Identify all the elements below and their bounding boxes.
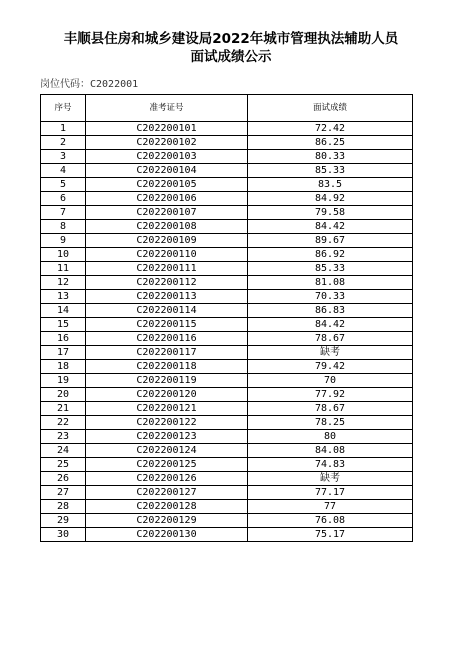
cell-score: 85.33 xyxy=(248,262,413,276)
table-body xyxy=(41,122,413,542)
cell-index: 15 xyxy=(41,318,86,332)
table-row xyxy=(41,304,413,318)
cell-ticket-number: C202200110 xyxy=(86,248,248,262)
table-row xyxy=(41,458,413,472)
cell-index: 21 xyxy=(41,402,86,416)
cell-score: 77.17 xyxy=(248,486,413,500)
cell-ticket-number: C202200107 xyxy=(86,206,248,220)
table-row xyxy=(41,150,413,164)
cell-index: 8 xyxy=(41,220,86,234)
cell-index: 22 xyxy=(41,416,86,430)
cell-index: 20 xyxy=(41,388,86,402)
cell-index: 23 xyxy=(41,430,86,444)
cell-ticket-number: C202200101 xyxy=(86,122,248,136)
cell-score: 85.33 xyxy=(248,164,413,178)
table-row xyxy=(41,318,413,332)
cell-ticket-number: C202200127 xyxy=(86,486,248,500)
cell-index: 7 xyxy=(41,206,86,220)
cell-ticket-number: C202200109 xyxy=(86,234,248,248)
cell-index: 18 xyxy=(41,360,86,374)
title-line-1: 丰顺县住房和城乡建设局2022年城市管理执法辅助人员 xyxy=(63,31,399,47)
cell-index: 10 xyxy=(41,248,86,262)
cell-index: 4 xyxy=(41,164,86,178)
cell-ticket-number: C202200112 xyxy=(86,276,248,290)
cell-score: 84.92 xyxy=(248,192,413,206)
cell-score: 86.92 xyxy=(248,248,413,262)
table-row xyxy=(41,402,413,416)
cell-ticket-number: C202200128 xyxy=(86,500,248,514)
cell-index: 19 xyxy=(41,374,86,388)
cell-index: 27 xyxy=(41,486,86,500)
cell-ticket-number: C202200121 xyxy=(86,402,248,416)
cell-index: 12 xyxy=(41,276,86,290)
table-row xyxy=(41,276,413,290)
table-row xyxy=(41,220,413,234)
cell-score: 77.92 xyxy=(248,388,413,402)
cell-index: 29 xyxy=(41,514,86,528)
cell-ticket-number: C202200129 xyxy=(86,514,248,528)
table-row xyxy=(41,234,413,248)
table-row xyxy=(41,430,413,444)
table-row xyxy=(41,388,413,402)
cell-score: 72.42 xyxy=(248,122,413,136)
cell-index: 9 xyxy=(41,234,86,248)
header-index: 序号 xyxy=(41,95,86,122)
cell-index: 25 xyxy=(41,458,86,472)
table-row xyxy=(41,416,413,430)
table-row xyxy=(41,486,413,500)
cell-score: 缺考 xyxy=(248,472,413,486)
cell-score: 79.42 xyxy=(248,360,413,374)
cell-score: 79.58 xyxy=(248,206,413,220)
cell-ticket-number: C202200106 xyxy=(86,192,248,206)
cell-ticket-number: C202200111 xyxy=(86,262,248,276)
cell-score: 84.42 xyxy=(248,220,413,234)
cell-ticket-number: C202200122 xyxy=(86,416,248,430)
cell-index: 5 xyxy=(41,178,86,192)
cell-ticket-number: C202200104 xyxy=(86,164,248,178)
cell-score: 78.67 xyxy=(248,402,413,416)
cell-index: 28 xyxy=(41,500,86,514)
cell-index: 30 xyxy=(41,528,86,542)
table-row xyxy=(41,500,413,514)
cell-ticket-number: C202200130 xyxy=(86,528,248,542)
cell-ticket-number: C202200113 xyxy=(86,290,248,304)
table-row xyxy=(41,360,413,374)
cell-score: 86.25 xyxy=(248,136,413,150)
table-row xyxy=(41,164,413,178)
cell-score: 77 xyxy=(248,500,413,514)
cell-ticket-number: C202200103 xyxy=(86,150,248,164)
cell-ticket-number: C202200114 xyxy=(86,304,248,318)
cell-ticket-number: C202200116 xyxy=(86,332,248,346)
cell-score: 缺考 xyxy=(248,346,413,360)
cell-score: 76.08 xyxy=(248,514,413,528)
cell-ticket-number: C202200126 xyxy=(86,472,248,486)
cell-score: 84.42 xyxy=(248,318,413,332)
cell-score: 78.67 xyxy=(248,332,413,346)
table-row xyxy=(41,192,413,206)
title-line-2: 面试成绩公示 xyxy=(190,49,272,65)
cell-index: 14 xyxy=(41,304,86,318)
cell-ticket-number: C202200124 xyxy=(86,444,248,458)
table-row xyxy=(41,332,413,346)
cell-index: 2 xyxy=(41,136,86,150)
table-row xyxy=(41,122,413,136)
cell-index: 24 xyxy=(41,444,86,458)
table-row xyxy=(41,290,413,304)
table-row xyxy=(41,472,413,486)
cell-score: 70 xyxy=(248,374,413,388)
table-header-row xyxy=(41,95,413,122)
page-title xyxy=(0,30,462,66)
cell-index: 16 xyxy=(41,332,86,346)
cell-index: 6 xyxy=(41,192,86,206)
table-row xyxy=(41,374,413,388)
table-row xyxy=(41,528,413,542)
header-ticket-number: 准考证号 xyxy=(86,95,248,122)
cell-ticket-number: C202200117 xyxy=(86,346,248,360)
cell-score: 80.33 xyxy=(248,150,413,164)
cell-score: 81.08 xyxy=(248,276,413,290)
cell-index: 1 xyxy=(41,122,86,136)
cell-index: 26 xyxy=(41,472,86,486)
cell-ticket-number: C202200119 xyxy=(86,374,248,388)
cell-score: 75.17 xyxy=(248,528,413,542)
cell-score: 86.83 xyxy=(248,304,413,318)
cell-ticket-number: C202200102 xyxy=(86,136,248,150)
table-row xyxy=(41,248,413,262)
cell-score: 74.83 xyxy=(248,458,413,472)
cell-index: 11 xyxy=(41,262,86,276)
cell-score: 83.5 xyxy=(248,178,413,192)
table-row xyxy=(41,444,413,458)
cell-ticket-number: C202200115 xyxy=(86,318,248,332)
cell-index: 17 xyxy=(41,346,86,360)
cell-score: 80 xyxy=(248,430,413,444)
cell-ticket-number: C202200123 xyxy=(86,430,248,444)
header-score: 面试成绩 xyxy=(248,95,413,122)
cell-index: 13 xyxy=(41,290,86,304)
cell-ticket-number: C202200125 xyxy=(86,458,248,472)
cell-ticket-number: C202200105 xyxy=(86,178,248,192)
cell-score: 89.67 xyxy=(248,234,413,248)
cell-score: 70.33 xyxy=(248,290,413,304)
cell-score: 78.25 xyxy=(248,416,413,430)
cell-ticket-number: C202200108 xyxy=(86,220,248,234)
table-row xyxy=(41,136,413,150)
cell-score: 84.08 xyxy=(248,444,413,458)
table-row xyxy=(41,178,413,192)
table-row xyxy=(41,346,413,360)
cell-ticket-number: C202200120 xyxy=(86,388,248,402)
position-code: 岗位代码：C2022001 xyxy=(40,79,139,90)
cell-index: 3 xyxy=(41,150,86,164)
table-row xyxy=(41,514,413,528)
table-row xyxy=(41,262,413,276)
cell-ticket-number: C202200118 xyxy=(86,360,248,374)
table-row xyxy=(41,206,413,220)
score-table xyxy=(40,94,413,542)
